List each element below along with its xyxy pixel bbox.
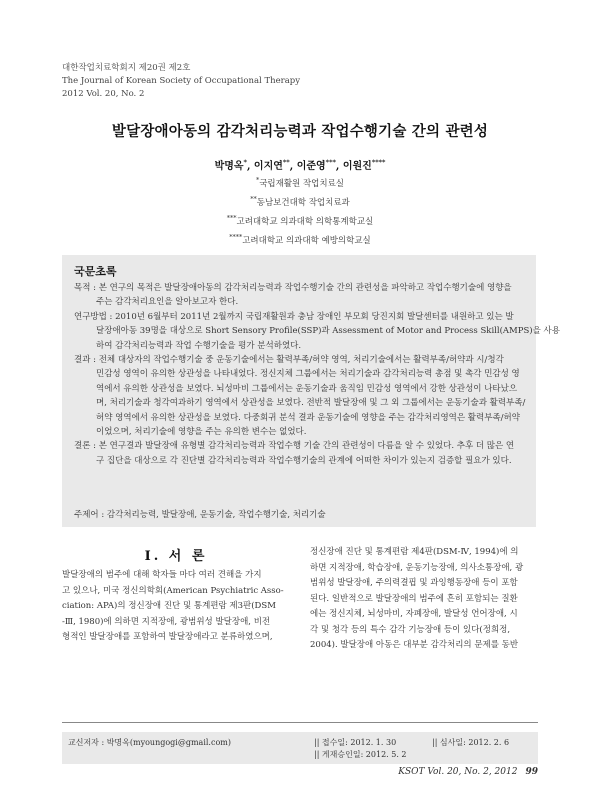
body-text-line: 된다. 일반적으로 발달장애의 범주에 흔히 포함되는 질환 — [310, 593, 518, 604]
footer-divider — [62, 722, 538, 723]
affiliation-marker: ** — [250, 195, 257, 204]
author-name: 박명옥 — [214, 161, 244, 172]
left-column-text — [62, 568, 294, 646]
abstract-line: 구 집단을 대상으로 각 진단별 감각처리능력과 작업수행기술의 관계에 어떠한 차이가 있는지 검증할 필요가 있다. — [96, 455, 512, 466]
abstract-line: 민감성 영역이 유의한 상관성을 나타내었다. 정신지체 그룹에서는 처리기술과 감각처리능력 총점 및 촉각 민감성 영 — [96, 369, 520, 380]
journal-volume: 2012 Vol. 20, No. 2 — [62, 89, 145, 99]
affiliation-marker: *** — [226, 214, 237, 223]
abstract-line: 이었으며, 처리기술에 영향을 주는 유의한 변수는 없었다. — [96, 427, 307, 438]
abstract-paragraph — [74, 439, 526, 468]
author-list: 박명옥*, 이지연**, 이준영***, 이원진**** — [214, 158, 386, 172]
affiliation-marker: **** — [229, 233, 243, 242]
paper-title: 발달장애아동의 감각처리능력과 작업수행기술 간의 관련성 — [111, 123, 489, 140]
correspondence-box — [62, 732, 538, 764]
body-text-line: 형적인 발달장애를 포함하여 발달장애라고 분류하였으며, — [62, 632, 273, 642]
body-text-line: 에는 정신지체, 뇌성마비, 자폐장애, 발달성 언어장애, 시 — [310, 609, 518, 619]
affiliation-text: 고려대학교 의과대학 의학통계학교실 — [236, 217, 374, 227]
affiliation-marker: * — [255, 176, 260, 185]
author-marker: **** — [371, 158, 386, 167]
journal-name-korean: 대한작업치료학회지 제20권 제2호 — [62, 63, 191, 73]
keywords: 주제어 : 감각처리능력, 발달장애, 운동기술, 작업수행기술, 처리기술 — [74, 510, 326, 520]
abstract-line: 달장애아동 39명을 대상으로 Short Sensory Profile(SSP)과 Assessment of Motor and Process Skill(AMPS)을 사용 — [96, 326, 560, 337]
body-text-line: ciation: APA)의 정신장애 진단 및 통계편람 제3판(DSM — [62, 601, 276, 611]
body-text-line: 2004). 발달장애 아동은 대부분 감각처리의 문제를 동반 — [310, 640, 519, 650]
body-text-line: -Ⅲ, 1980)에 의하면 지적장애, 광범위성 발달장애, 비전 — [62, 616, 271, 627]
section-heading: Ⅰ. 서 론 — [144, 549, 208, 564]
abstract-line: 허약 영역에서 유의한 상관성을 보였다. 다중회귀 분석 결과 운동기술에 영향을 주는 감각처리영역은 활력부족/허약 — [96, 412, 520, 423]
abstract-line: 목적 : 본 연구의 목적은 발달장애아동의 감각처리능력과 작업수행기술 간의 관련성을 파악하고 작업수행기술에 영향을 — [74, 283, 512, 293]
author-marker: *** — [325, 158, 336, 167]
journal-name-english: The Journal of Korean Society of Occupational Therapy — [62, 76, 301, 86]
body-text-line: 발달장애의 범주에 대해 학자들 마다 여러 견해을 가지 — [62, 570, 262, 580]
author-name: 이원진 — [342, 161, 372, 172]
corresponding-author: 교신저자 : 박명옥(myoungogi@gmail.com) — [68, 738, 231, 747]
abstract-heading: 국문초록 — [74, 265, 117, 278]
received-date: || 접수일: 2012. 1. 30 — [314, 738, 397, 747]
abstract-box — [62, 255, 560, 527]
abstract-paragraph — [74, 281, 526, 310]
abstract-body — [74, 281, 560, 468]
affiliation — [0, 213, 600, 232]
review-date: || 심사일: 2012. 2. 6 — [432, 738, 510, 747]
abstract-line: 주는 감각처리요인을 알아보고자 한다. — [96, 297, 239, 308]
page-footer — [398, 767, 538, 777]
body-text-line: 각 및 청각 등의 특수 감각 기능장애 등이 있다(정희정, — [310, 624, 511, 635]
affiliation-text: 고려대학교 의과대학 예방의학교실 — [242, 236, 371, 246]
abstract-line: 역에서 유의한 상관성을 보였다. 뇌성마비 그룹에서는 운동기술과 움직임 민감성 영역에서 강한 상관성이 나타났으 — [96, 383, 518, 394]
abstract-line: 연구방법 : 2010년 6월부터 2011년 2월까지 국립재활원과 충남 장애인 부모회 당진지회 발달센터를 내원하고 있는 발 — [74, 311, 514, 322]
accepted-date: || 게재승인일: 2012. 5. 2 — [314, 750, 407, 759]
abstract-line: 며, 처리기술과 청각여과하기 영역에서 상관성을 보였다. 전반적 발달장애 및 그 외 그룹에서는 운동기술과 활력부족/ — [96, 398, 526, 409]
abstract-paragraph — [74, 353, 526, 439]
body-text-line: 정신장애 진단 및 통계편람 제4판(DSM-Ⅳ, 1994)에 의 — [310, 547, 519, 557]
abstract-line: 결과 : 전체 대상자의 작업수행기술 중 운동기술에서는 활력부족/허약 영역, 처리기술에서는 활력부족/허약과 시/청각 — [74, 355, 504, 366]
abstract-line: 하여 감각처리능력과 작업 수행기술을 평가 분석하였다. — [96, 340, 302, 351]
affiliation-list — [0, 175, 600, 251]
affiliation — [0, 175, 600, 194]
author-name: 이준영 — [296, 161, 326, 172]
body-text-line: 고 있으나, 미국 정신의학회(American Psychiatric Asso- — [62, 585, 284, 596]
body-text-line: 하면 지적장애, 학습장애, 운동기능장애, 의사소통장애, 광 — [310, 562, 524, 573]
body-text-line: 범위성 발달장애, 주의력결핍 및 과잉행동장애 등이 포함 — [310, 578, 518, 588]
abstract-paragraph — [74, 310, 560, 353]
page-number: 99 — [525, 767, 538, 777]
author-marker: ** — [282, 158, 290, 167]
affiliation-text: 동남보건대학 작업치료과 — [256, 198, 350, 208]
affiliation — [0, 232, 600, 251]
right-column-text — [310, 545, 538, 654]
affiliation-text: 국립재활원 작업치료실 — [259, 179, 345, 189]
author-marker: * — [243, 158, 247, 167]
journal-reference: KSOT Vol. 20, No. 2, 2012 — [398, 767, 518, 777]
journal-header — [62, 62, 300, 101]
author-name: 이지연 — [253, 161, 283, 172]
affiliation — [0, 194, 600, 213]
abstract-line: 결론 : 본 연구결과 발달장애 유형별 감각처리능력과 작업수행 기술 간의 관련성이 다름을 알 수 있었다. 추후 더 많은 연 — [74, 441, 515, 452]
date-block — [314, 737, 510, 761]
